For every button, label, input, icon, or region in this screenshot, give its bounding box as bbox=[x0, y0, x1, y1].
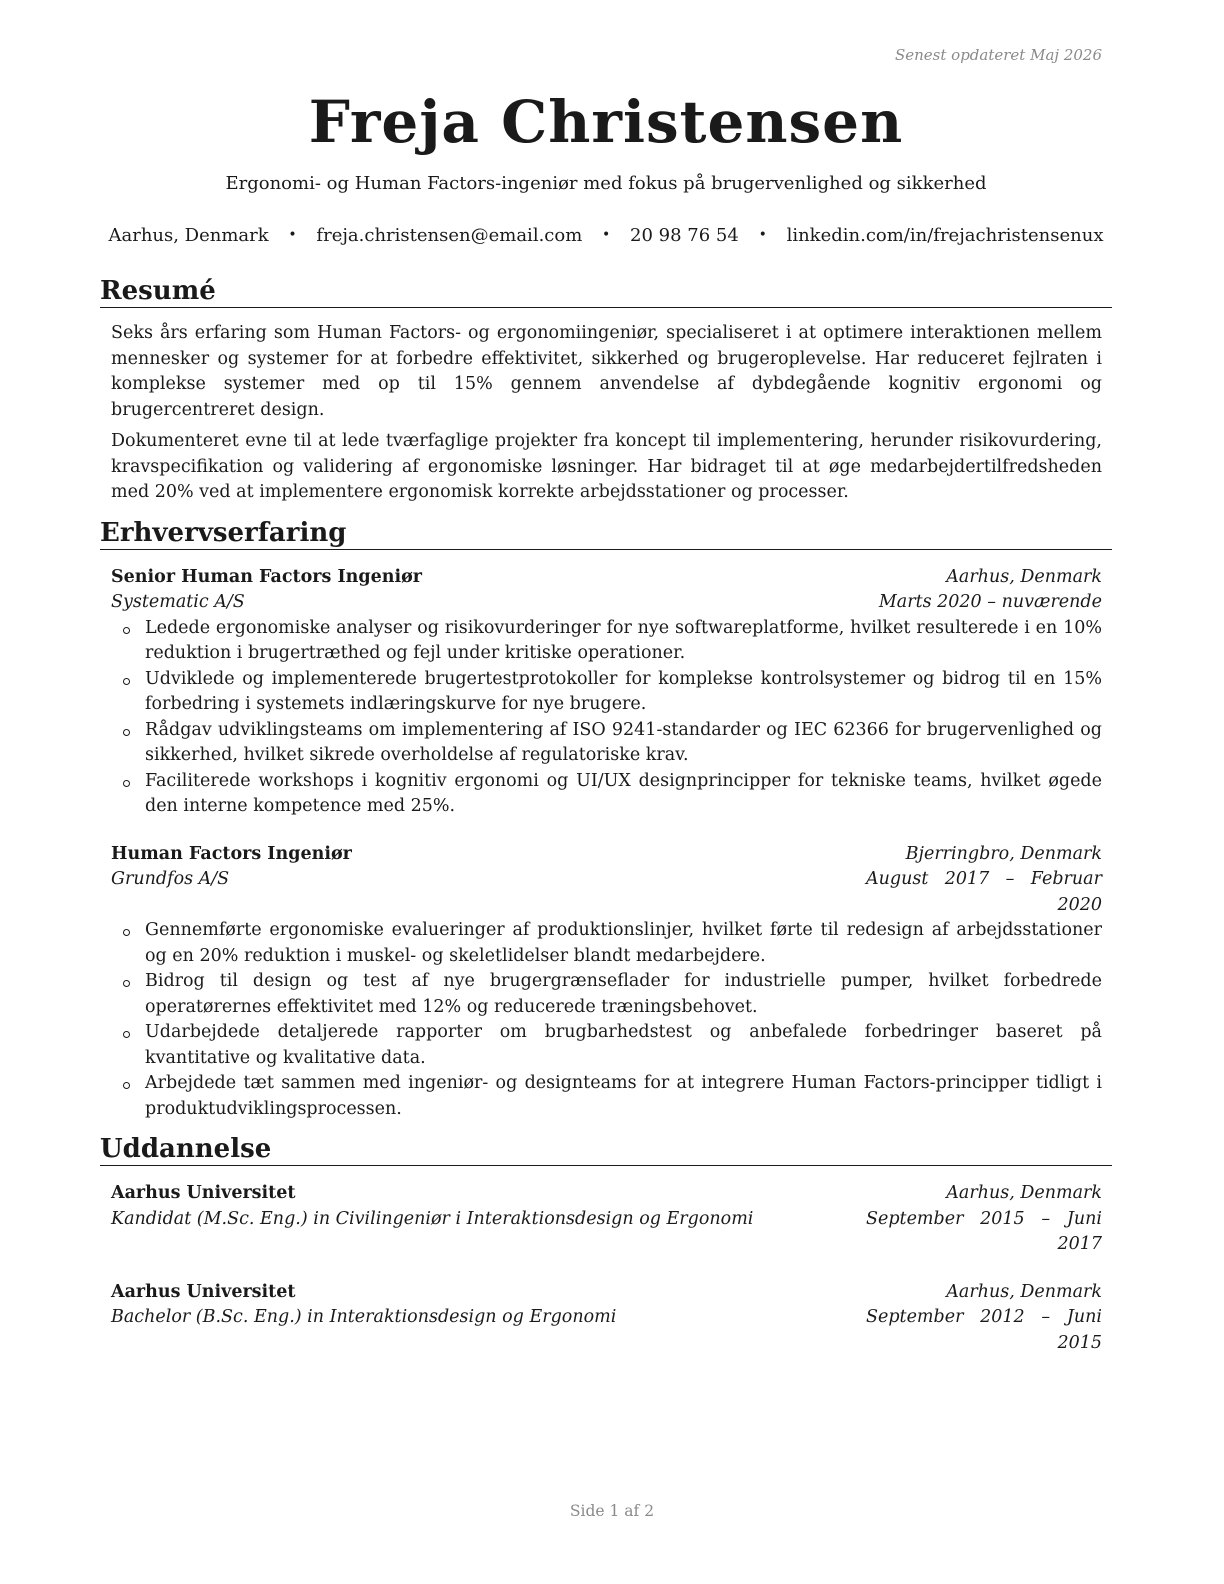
section-title-experience: Erhvervserfaring bbox=[100, 518, 1112, 550]
contact-linkedin-link[interactable]: linkedin.com/in/frejachristensenux bbox=[786, 225, 1104, 246]
job-header-row bbox=[111, 842, 1102, 868]
education-location: Aarhus, Denmark bbox=[946, 1281, 1102, 1302]
job-subheader-row bbox=[111, 590, 1102, 616]
separator-icon: • bbox=[288, 227, 297, 243]
education-subheader-row bbox=[111, 1207, 1102, 1258]
job-bullet: Faciliterede workshops i kognitiv ergonomi og UI/UX designprincipper for tekniske teams, hvilket øgede den interne kompetence med 25%. bbox=[145, 769, 1102, 820]
job-bullet: Udviklede og implementerede brugertestprotokoller for komplekse kontrolsystemer og bidrog til en 15% forbedring i systemets indlæringskurve for nye brugere. bbox=[145, 667, 1102, 718]
education-header-row bbox=[111, 1181, 1102, 1207]
job-entry bbox=[100, 565, 1112, 820]
job-bullet: Bidrog til design og test af nye brugergrænseflader for industrielle pumper, hvilket forbedrede operatørernes effektivitet med 12% og reducerede træningsbehovet. bbox=[145, 969, 1102, 1020]
job-bullet: Arbejdede tæt sammen med ingeniør- og designteams for at integrere Human Factors-principper tidligt i produktudviklingsprocessen. bbox=[145, 1071, 1102, 1122]
section-title-education: Uddannelse bbox=[100, 1134, 1112, 1166]
job-company: Grundfos A/S bbox=[111, 869, 230, 889]
education-entry bbox=[100, 1280, 1112, 1357]
job-bullet: Udarbejdede detaljerede rapporter om brugbarhedstest og anbefalede forbedringer baseret på kvantitative og kvalitative data. bbox=[145, 1020, 1102, 1071]
education-school: Aarhus Universitet bbox=[111, 1281, 296, 1302]
separator-icon: • bbox=[602, 227, 611, 243]
resume-page bbox=[100, 0, 1112, 1356]
summary-paragraph: Seks års erfaring som Human Factors- og ergonomiingeniør, specialiseret i at optimere interaktionen mellem mennesker og systemer for at forbedre effektivitet, sikkerhed og brugeroplevelse. Har reduceret fejlraten i komplekse systemer med op til 15% gennem anvendelse af dybdegående kognitiv ergonomi og brugercentreret design. bbox=[111, 323, 1102, 420]
education-degree: Bachelor (B.Sc. Eng.) in Interaktionsdesign og Ergonomi bbox=[111, 1307, 617, 1327]
job-bullet-list bbox=[111, 616, 1102, 820]
job-location: Bjerringbro, Denmark bbox=[905, 843, 1102, 864]
education-location: Aarhus, Denmark bbox=[946, 1183, 1102, 1203]
job-dates: August 2017 – Februar 2020 bbox=[866, 869, 1102, 915]
education-school: Aarhus Universitet bbox=[111, 1183, 296, 1203]
job-entry bbox=[100, 842, 1112, 1123]
contact-location: Aarhus, Denmark bbox=[108, 225, 269, 246]
separator-icon: • bbox=[758, 227, 767, 243]
job-bullet: Ledede ergonomiske analyser og risikovurderinger for nye softwareplatforme, hvilket resulterede i en 10% reduktion i brugertræthed og fejl under kritiske operationer. bbox=[145, 616, 1102, 667]
job-location: Aarhus, Denmark bbox=[946, 566, 1102, 587]
section-title-resume: Resumé bbox=[100, 276, 1112, 308]
job-bullet: Rådgav udviklingsteams om implementering af ISO 9241-standarder og IEC 62366 for brugervenlighed og sikkerhed, hvilket sikrede overholdelse af regulatoriske krav. bbox=[145, 718, 1102, 769]
job-subheader-row bbox=[111, 867, 1102, 918]
job-role: Human Factors Ingeniør bbox=[111, 843, 352, 864]
candidate-name: Freja Christensen bbox=[308, 88, 904, 156]
contact-email-link[interactable]: freja.christensen@email.com bbox=[316, 225, 583, 246]
job-header-row bbox=[111, 565, 1102, 591]
job-company: Systematic A/S bbox=[111, 592, 245, 612]
education-dates: September 2015 – Juni 2017 bbox=[866, 1208, 1102, 1254]
job-bullet-list bbox=[111, 918, 1102, 1122]
education-dates: September 2012 – Juni 2015 bbox=[866, 1307, 1102, 1353]
summary-paragraph: Dokumenteret evne til at lede tværfaglige projekter fra koncept til implementering, herunder risikovurdering, kravspecifikation og validering af ergonomiske løsninger. Har bidraget til at øge medarbejdertilfredsheden med 20% ved at implementere ergonomisk korrekte arbejdsstationer og processer. bbox=[111, 431, 1102, 502]
tagline: Ergonomi- og Human Factors-ingeniør med fokus på brugervenlighed og sikkerhed bbox=[225, 173, 987, 194]
education-subheader-row bbox=[111, 1305, 1102, 1356]
page-number: Side 1 af 2 bbox=[569, 1502, 655, 1520]
last-updated: Senest opdateret Maj 2026 bbox=[894, 46, 1102, 64]
education-degree: Kandidat (M.Sc. Eng.) in Civilingeniør i Interaktionsdesign og Ergonomi bbox=[111, 1208, 754, 1229]
job-bullet: Gennemførte ergonomiske evalueringer af produktionslinjer, hvilket førte til redesign af arbejdsstationer og en 20% reduktion i muskel- og skeletlidelser blandt medarbejdere. bbox=[145, 918, 1102, 969]
education-header-row bbox=[111, 1280, 1102, 1306]
job-role: Senior Human Factors Ingeniør bbox=[111, 566, 422, 587]
contact-line bbox=[100, 224, 1112, 249]
job-dates: Marts 2020 – nuværende bbox=[878, 592, 1102, 612]
contact-phone[interactable]: 20 98 76 54 bbox=[630, 225, 739, 246]
education-entry bbox=[100, 1181, 1112, 1258]
